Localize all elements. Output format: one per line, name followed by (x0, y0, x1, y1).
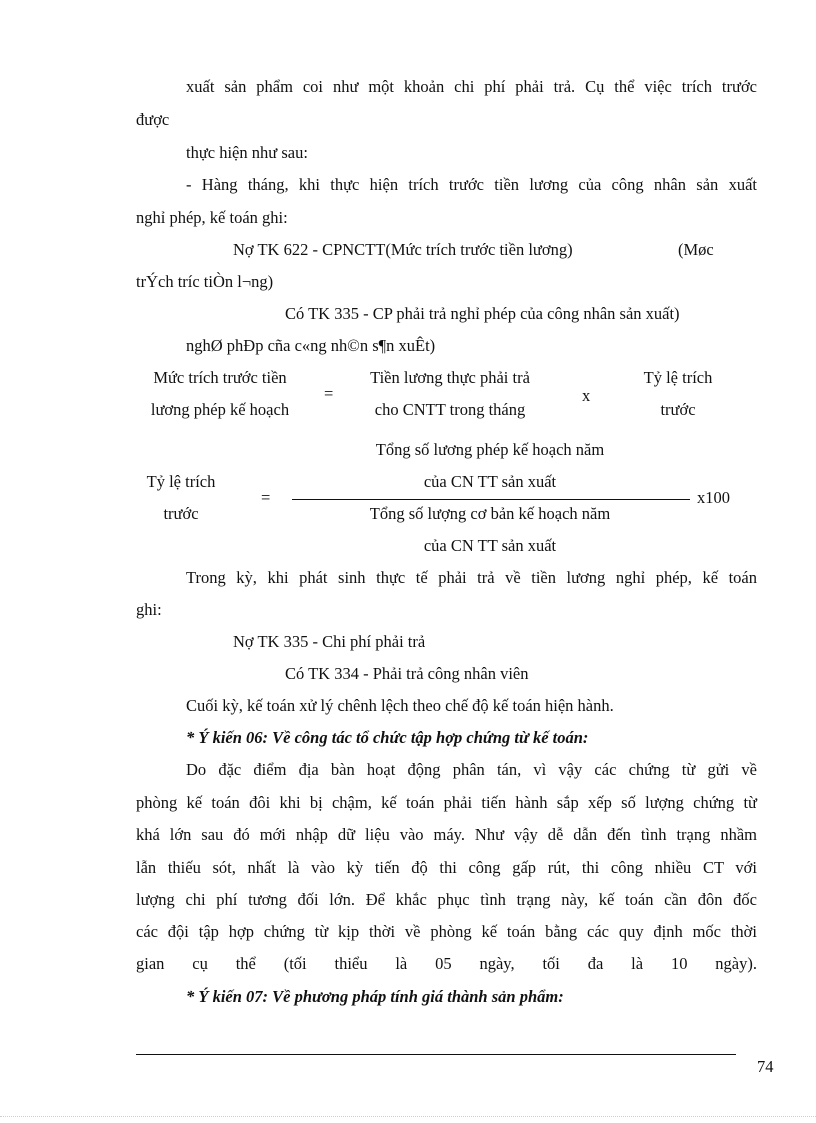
paragraph-line: phòng kế toán đôi khi bị chậm, kế toán phải tiến hành sắp xếp số lượng chứng từ (136, 793, 757, 812)
text-line: Có TK 335 - CP phải trả nghỉ phép của công nhân sản xuất) (285, 304, 680, 323)
equals-sign: = (261, 488, 271, 507)
text-line: Nợ TK 622 - CPNCTT(Mức trích trước tiền lương) (233, 240, 573, 259)
text-line: thực hiện như sau: (186, 143, 308, 162)
text-line: xuất sản phẩm coi như một khoản chi phí phải trả. Cụ thể việc trích trước (186, 77, 757, 96)
page-number: 74 (757, 1057, 774, 1076)
text-line: nghỉ phép, kế toán ghi: (136, 208, 288, 227)
formula-left-term: lương phép kế hoạch (150, 400, 290, 419)
formula-left-term: Mức trích trước tiền (153, 368, 287, 387)
section-heading: * Ý kiến 06: Về công tác tổ chức tập hợp chứng từ kế toán: (186, 728, 589, 747)
text-line: - Hàng tháng, khi thực hiện trích trước tiền lương của công nhân sản xuất (186, 175, 757, 194)
fraction-bar (292, 499, 690, 500)
paragraph-line: Do đặc điểm địa bàn hoạt động phân tán, vì vậy các chứng từ gửi về (186, 760, 757, 779)
fraction-numerator: Tổng số lương phép kế hoạch năm (375, 440, 605, 459)
text-line: Cuối kỳ, kế toán xử lý chênh lệch theo chế độ kế toán hiện hành. (186, 696, 614, 715)
text-line: ghi: (136, 600, 162, 619)
formula-right-term: Tỷ lệ trích (643, 368, 713, 387)
text-line: được (136, 110, 170, 129)
text-line: Nợ TK 335 - Chi phí phải trả (233, 632, 426, 651)
text-line: trÝch tríc tiÒn l¬ng) (136, 272, 274, 291)
formula-right-term: trước (660, 400, 696, 419)
formula-middle-term: Tiền lương thực phải trả (370, 368, 530, 387)
footer-rule (136, 1054, 736, 1055)
formula-left-term: Tỷ lệ trích (146, 472, 216, 491)
multiplier: x100 (697, 488, 730, 507)
fraction-denominator: Tổng số lượng cơ bản kế hoạch năm (369, 504, 611, 523)
paragraph-line: khá lớn sau đó mới nhập dữ liệu vào máy. Như vậy dễ dẫn đến tình trạng nhầm (136, 825, 757, 844)
equals-sign: = (324, 384, 334, 403)
section-heading: * Ý kiến 07: Về phương pháp tính giá thành sản phẩm: (186, 987, 564, 1006)
fraction-denominator: của CN TT sản xuất (423, 536, 557, 555)
paragraph-line: gian cụ thể (tối thiểu là 05 ngày, tối đa là 10 ngày). (136, 954, 757, 973)
page-edge-dots (0, 1116, 816, 1117)
formula-middle-term: cho CNTT trong tháng (374, 400, 526, 419)
text-line: nghØ phÐp cña c«ng nh©n s¶n xuÊt) (186, 336, 436, 355)
text-line: Có TK 334 - Phải trả công nhân viên (285, 664, 529, 683)
formula-left-term: trước (163, 504, 199, 523)
paragraph-line: các đội tập hợp chứng từ kịp thời về phòng kế toán bằng các quy định mốc thời (136, 922, 757, 941)
text-line: (Møc (678, 240, 714, 259)
multiply-sign: x (582, 386, 591, 405)
text-line: Trong kỳ, khi phát sinh thực tế phải trả về tiền lương nghỉ phép, kế toán (186, 568, 757, 587)
paragraph-line: lẫn thiếu sót, nhất là vào kỳ tiến độ thi công gấp rút, thi công nhiều CT với (136, 858, 757, 877)
paragraph-line: lượng chi phí tương đối lớn. Để khắc phục tình trạng này, kế toán cần đôn đốc (136, 890, 757, 909)
fraction-numerator: của CN TT sản xuất (423, 472, 557, 491)
